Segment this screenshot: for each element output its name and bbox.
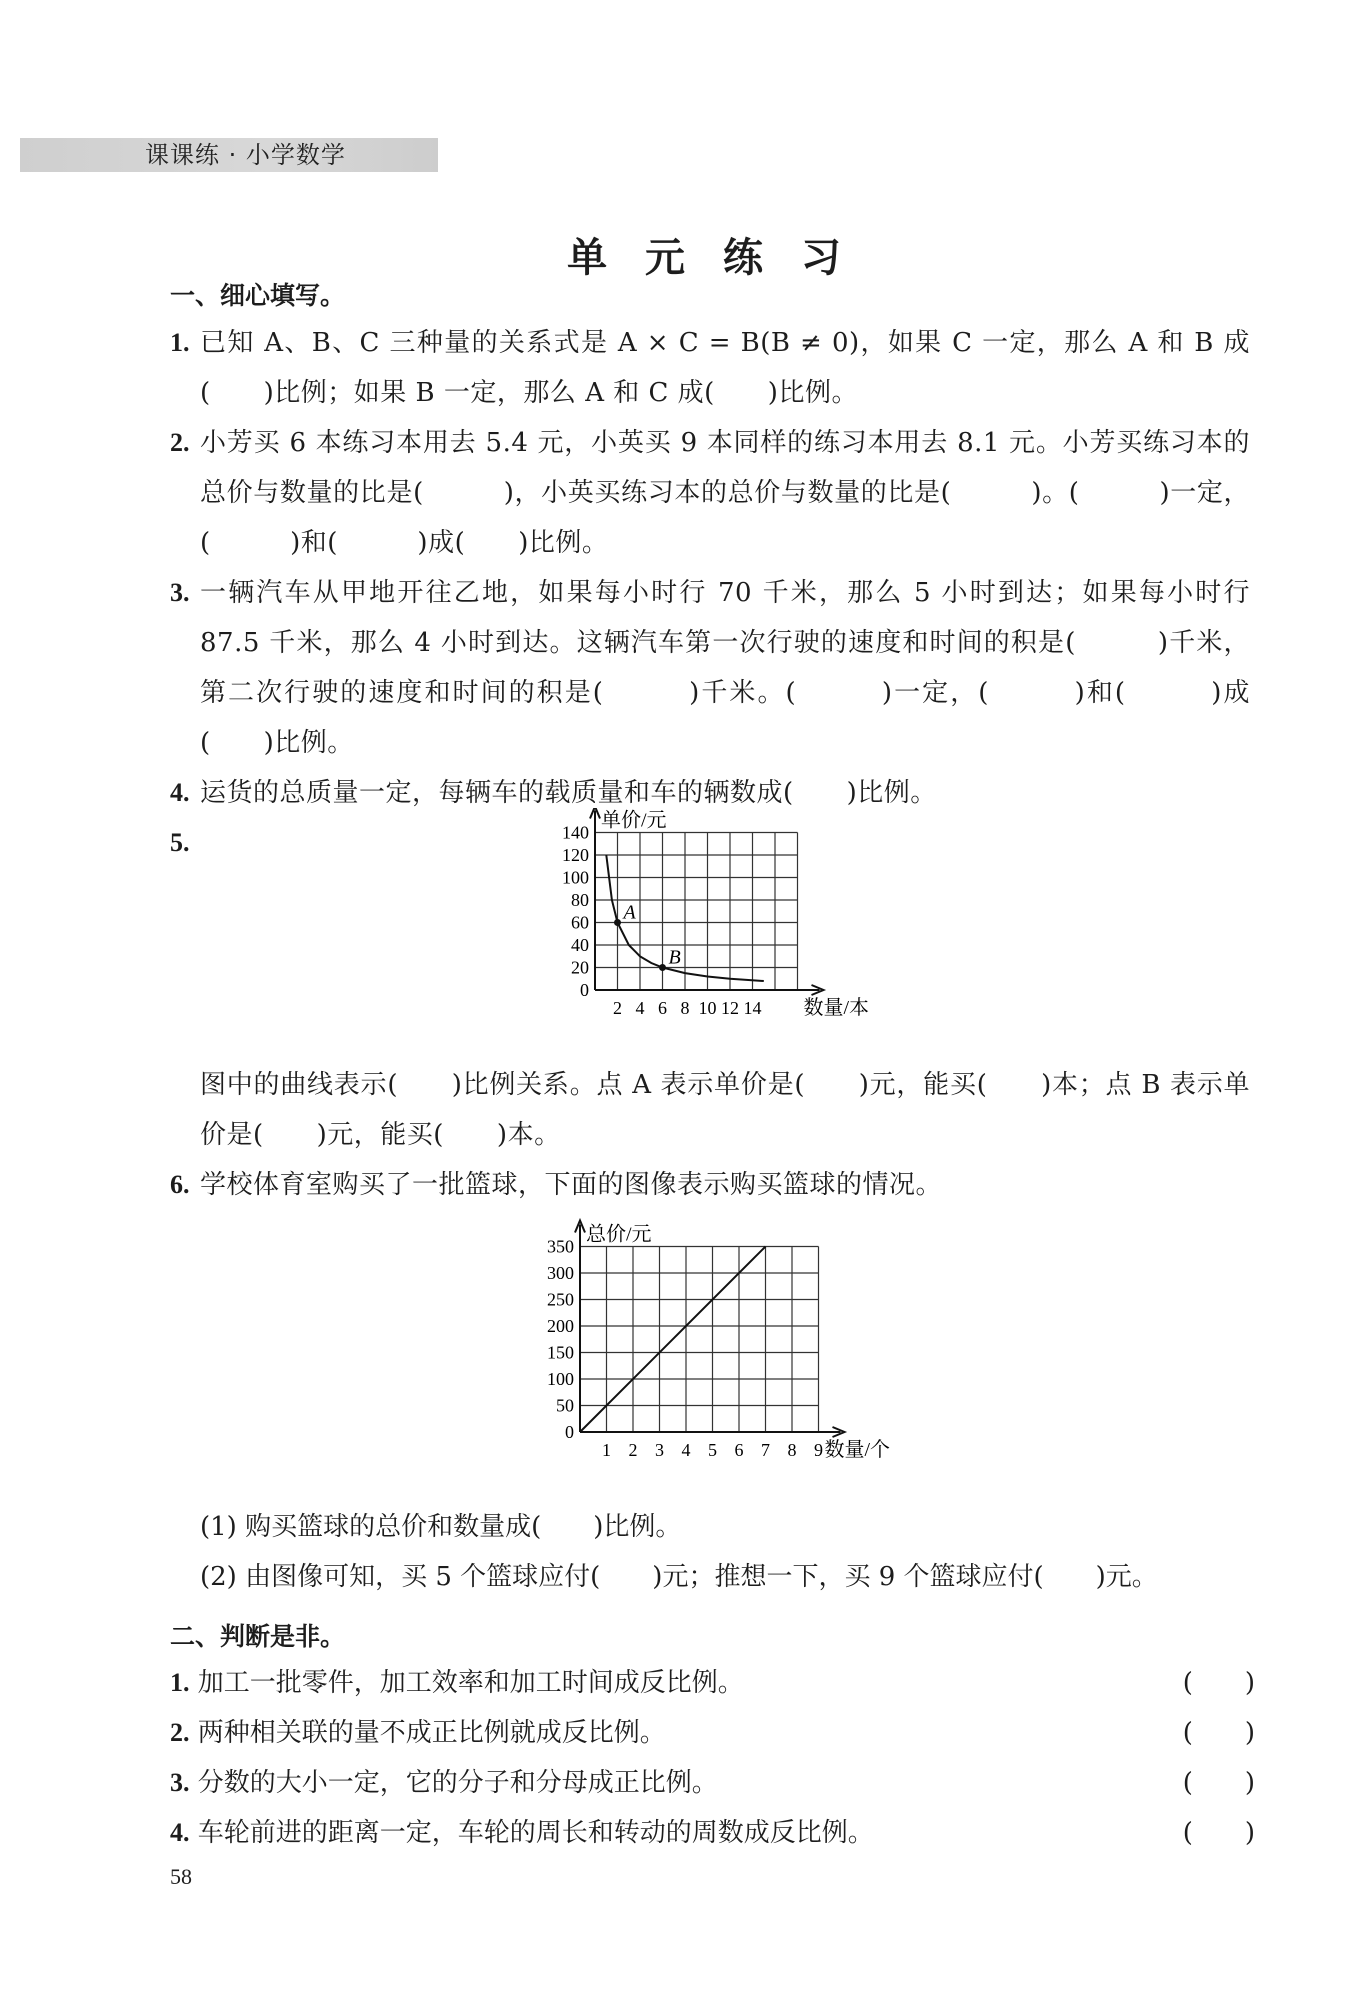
- x-tick-label: 6: [734, 1440, 744, 1460]
- point-label: B: [668, 946, 681, 969]
- x-tick-label: 4: [681, 1440, 691, 1460]
- y-tick-label: 0: [565, 1422, 574, 1442]
- page-title: 单 元 练 习: [567, 235, 853, 281]
- y-tick-label: 150: [547, 1342, 574, 1363]
- y-tick-label: 20: [571, 957, 589, 978]
- question-3: [170, 568, 1250, 768]
- x-tick-label: 9: [814, 1440, 823, 1460]
- y-tick-label: 250: [547, 1289, 574, 1310]
- judge-item: [170, 1658, 1255, 1708]
- y-tick-label: 140: [562, 822, 589, 843]
- x-axis-label: 数量/个: [824, 1439, 891, 1461]
- item-number: 1.: [170, 1668, 190, 1697]
- question-2: [170, 418, 1250, 568]
- item-number: 2.: [170, 1718, 190, 1747]
- y-tick-label: 200: [547, 1316, 574, 1336]
- page-number: 58: [170, 1864, 192, 1889]
- y-tick-label: 60: [571, 912, 589, 933]
- y-tick-label: 40: [571, 935, 589, 955]
- x-tick-label: 2: [613, 998, 622, 1018]
- y-tick-label: 350: [547, 1236, 574, 1257]
- item-text: 加工一批零件，加工效率和加工时间成反比例。: [197, 1668, 744, 1698]
- data-point: [614, 919, 621, 926]
- judge-item: [170, 1708, 1255, 1758]
- unit-price-chart: [500, 808, 920, 1038]
- question-number: 2.: [170, 428, 190, 457]
- section-fill-in-title: 一、细心填写。: [170, 281, 346, 310]
- item-number: 4.: [170, 1818, 190, 1847]
- y-tick-label: 100: [562, 867, 589, 888]
- question-number: 3.: [170, 578, 190, 607]
- x-tick-label: 3: [655, 1440, 664, 1460]
- x-tick-label: 5: [708, 1440, 717, 1460]
- question-6-part-1: (1) 购买篮球的总价和数量成( )比例。: [200, 1512, 682, 1542]
- item-text: 车轮前进的距离一定，车轮的周长和转动的周数成反比例。: [197, 1818, 874, 1848]
- x-tick-label: 12: [721, 998, 739, 1018]
- data-point: [659, 964, 666, 971]
- question-number: 4.: [170, 778, 190, 807]
- question-6: [170, 1160, 1250, 1210]
- y-tick-label: 50: [556, 1395, 574, 1416]
- y-tick-label: 0: [580, 980, 589, 1000]
- question-text: 学校体育室购买了一批篮球，下面的图像表示购买篮球的情况。: [200, 1170, 943, 1200]
- y-tick-label: 300: [547, 1263, 574, 1283]
- point-label: A: [623, 901, 636, 924]
- question-text: 小芳买 6 本练习本用去 5.4 元，小英买 9 本同样的练习本用去 8.1 元。小芳买练习本的总价与数量的比是( )，小英买练习本的总价与数量的比是( )。( )一定，( )和( )成( )比例。: [200, 428, 1250, 558]
- x-tick-label: 6: [658, 998, 667, 1018]
- series-header: 课课练 · 小学数学: [145, 141, 346, 169]
- question-1: [170, 318, 1250, 418]
- judge-item: [170, 1808, 1255, 1858]
- item-text: 两种相关联的量不成正比例就成反比例。: [197, 1718, 666, 1748]
- x-tick-label: 7: [761, 1440, 770, 1460]
- answer-blank[interactable]: ( ): [1182, 1768, 1255, 1798]
- judge-item: [170, 1758, 1255, 1808]
- x-tick-label: 2: [628, 1440, 638, 1460]
- x-tick-label: 4: [635, 998, 645, 1018]
- question-number: 5.: [170, 828, 190, 857]
- y-tick-label: 120: [562, 845, 589, 865]
- question-number: 1.: [170, 328, 190, 357]
- question-6-part-2: (2) 由图像可知，买 5 个篮球应付( )元；推想一下，买 9 个篮球应付( )元。: [200, 1562, 1158, 1592]
- series-line: [580, 1247, 766, 1433]
- question-text: 图中的曲线表示( )比例关系。点 A 表示单价是( )元，能买( )本；点 B 表示单价是( )元，能买( )本。: [200, 1070, 1250, 1150]
- question-text: 已知 A、B、C 三种量的关系式是 A × C = B(B ≠ 0)，如果 C 一定，那么 A 和 B 成( )比例；如果 B 一定，那么 A 和 C 成( )比例。: [200, 328, 1250, 408]
- total-price-chart: [500, 1216, 940, 1481]
- x-tick-label: 1: [602, 1440, 611, 1460]
- question-5-text: [170, 1060, 1250, 1160]
- question-text: 一辆汽车从甲地开往乙地，如果每小时行 70 千米，那么 5 小时到达；如果每小时行 87.5 千米，那么 4 小时到达。这辆汽车第一次行驶的速度和时间的积是( )千米，第二次行驶的速度和时间的积是( )千米。( )一定，( )和( )成( )比例。: [200, 578, 1250, 758]
- y-axis-label: 总价/元: [586, 1223, 652, 1246]
- section-true-false-title: 二、判断是非。: [170, 1622, 346, 1651]
- y-tick-label: 100: [547, 1369, 574, 1389]
- x-tick-label: 14: [743, 998, 762, 1018]
- y-tick-label: 80: [571, 890, 589, 910]
- x-axis-label: 数量/本: [803, 997, 870, 1019]
- x-tick-label: 10: [698, 998, 717, 1018]
- item-text: 分数的大小一定，它的分子和分母成正比例。: [197, 1768, 718, 1798]
- question-text: 运货的总质量一定，每辆车的载质量和车的辆数成( )比例。: [200, 778, 937, 808]
- item-number: 3.: [170, 1768, 190, 1797]
- answer-blank[interactable]: ( ): [1182, 1818, 1255, 1848]
- answer-blank[interactable]: ( ): [1182, 1718, 1255, 1748]
- y-axis-label: 单价/元: [601, 809, 667, 832]
- x-tick-label: 8: [680, 998, 690, 1018]
- x-tick-label: 8: [787, 1440, 797, 1460]
- question-number: 6.: [170, 1170, 190, 1199]
- answer-blank[interactable]: ( ): [1182, 1668, 1255, 1698]
